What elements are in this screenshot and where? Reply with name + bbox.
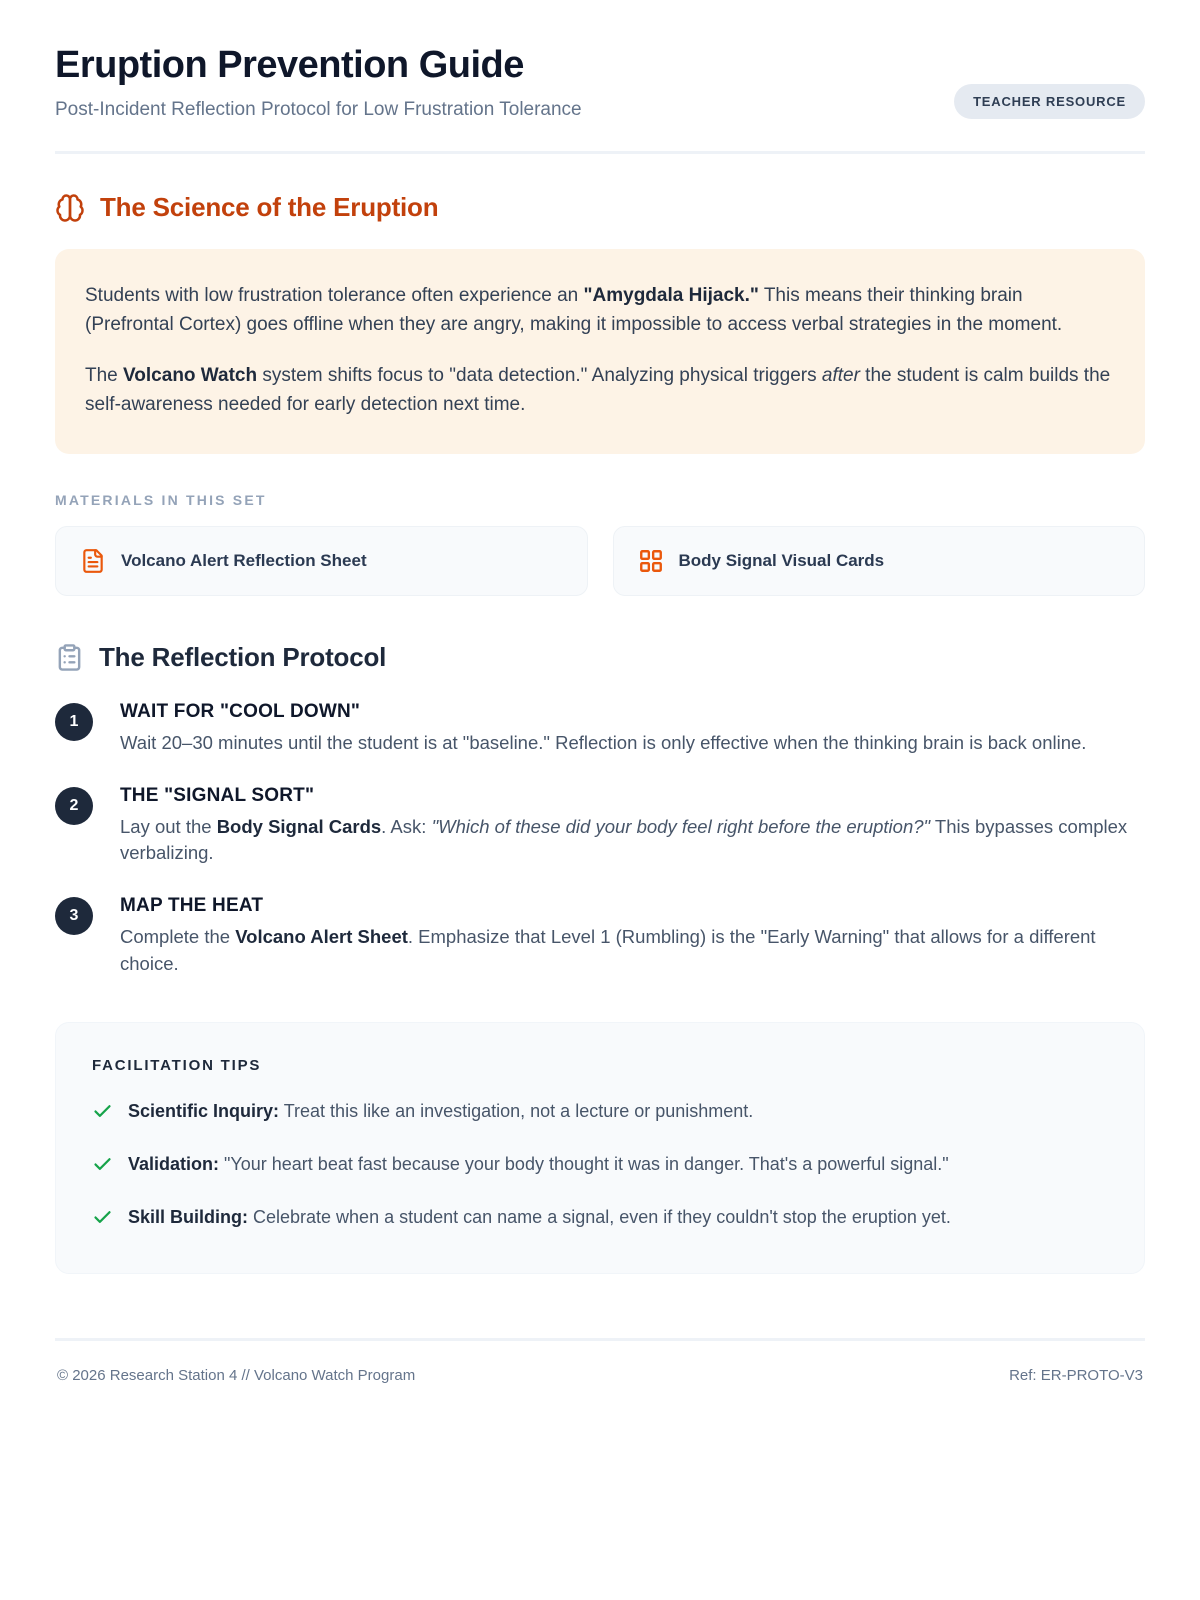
header-divider [55, 151, 1145, 154]
step-content [120, 785, 1145, 868]
page-subtitle: Post-Incident Reflection Protocol for Low Frustration Tolerance [55, 99, 582, 120]
material-card-volcano-alert-sheet[interactable] [55, 526, 588, 596]
teacher-resource-badge: TEACHER RESOURCE [954, 84, 1145, 119]
file-text-icon [80, 548, 106, 574]
protocol-step-2 [55, 785, 1145, 868]
page-title: Eruption Prevention Guide [55, 44, 524, 86]
callout-paragraph: The Volcano Watch system shifts focus to "data detection." Analyzing physical triggers after the student is calm builds the self-awareness needed for early detection next time. [85, 364, 1111, 416]
header [55, 44, 1145, 121]
step-title: WAIT FOR "COOL DOWN" [120, 700, 361, 722]
facilitation-tips-box [55, 1022, 1145, 1274]
tip-text: Skill Building: Celebrate when a student can name a signal, even if they couldn't stop the eruption yet. [128, 1206, 951, 1227]
tip-item [92, 1099, 1108, 1127]
header-text [55, 44, 582, 121]
step-body: Wait 20–30 minutes until the student is at "baseline." Reflection is only effective when the thinking brain is back online. [120, 731, 1087, 753]
layout-grid-icon [638, 548, 664, 574]
brain-icon [55, 193, 85, 223]
footer-ref: Ref: ER-PROTO-V3 [1009, 1366, 1143, 1384]
tip-text: Validation: "Your heart beat fast because your body thought it was in danger. That's a powerful signal." [128, 1153, 949, 1174]
step-title: THE "SIGNAL SORT" [120, 784, 315, 806]
step-body: Lay out the Body Signal Cards. Ask: "Which of these did your body feel right before the eruption?" This bypasses complex verbalizing. [120, 815, 1128, 864]
tip-text: Scientific Inquiry: Treat this like an investigation, not a lecture or punishment. [128, 1100, 754, 1121]
check-icon [92, 1207, 113, 1233]
step-number-badge: 1 [55, 703, 93, 741]
step-number-badge: 2 [55, 787, 93, 825]
document-page [55, 0, 1145, 1414]
material-card-label: Body Signal Visual Cards [678, 550, 885, 570]
protocol-step-1 [55, 701, 1145, 757]
protocol-section-heading [55, 642, 1145, 673]
check-icon [92, 1154, 113, 1180]
tip-item [92, 1205, 1108, 1233]
tips-heading: FACILITATION TIPS [92, 1056, 262, 1074]
materials-label: MATERIALS IN THIS SET [55, 491, 267, 508]
step-number-badge: 3 [55, 897, 93, 935]
step-title: MAP THE HEAT [120, 895, 264, 917]
step-content [120, 701, 1086, 757]
protocol-step-3 [55, 895, 1145, 978]
science-callout [55, 249, 1145, 454]
callout-paragraph: Students with low frustration tolerance often experience an "Amygdala Hijack." This means their thinking brain (Prefrontal Cortex) goes offline when they are angry, making it impossible to access verbal strategies in the moment. [85, 285, 1063, 336]
check-icon [92, 1101, 113, 1127]
science-section-heading [55, 192, 1145, 223]
science-section-title: The Science of the Eruption [100, 192, 439, 222]
clipboard-list-icon [55, 643, 84, 672]
materials-grid [55, 526, 1145, 596]
footer [55, 1338, 1145, 1414]
footer-copyright: © 2026 Research Station 4 // Volcano Watch Program [57, 1366, 416, 1384]
step-content [120, 895, 1145, 978]
material-card-label: Volcano Alert Reflection Sheet [121, 550, 367, 570]
tip-item [92, 1152, 1108, 1180]
material-card-body-signal-cards[interactable] [613, 526, 1146, 596]
step-body: Complete the Volcano Alert Sheet. Emphasize that Level 1 (Rumbling) is the "Early Warning" that allows for a different choice. [120, 926, 1096, 974]
protocol-section-title: The Reflection Protocol [99, 641, 387, 672]
